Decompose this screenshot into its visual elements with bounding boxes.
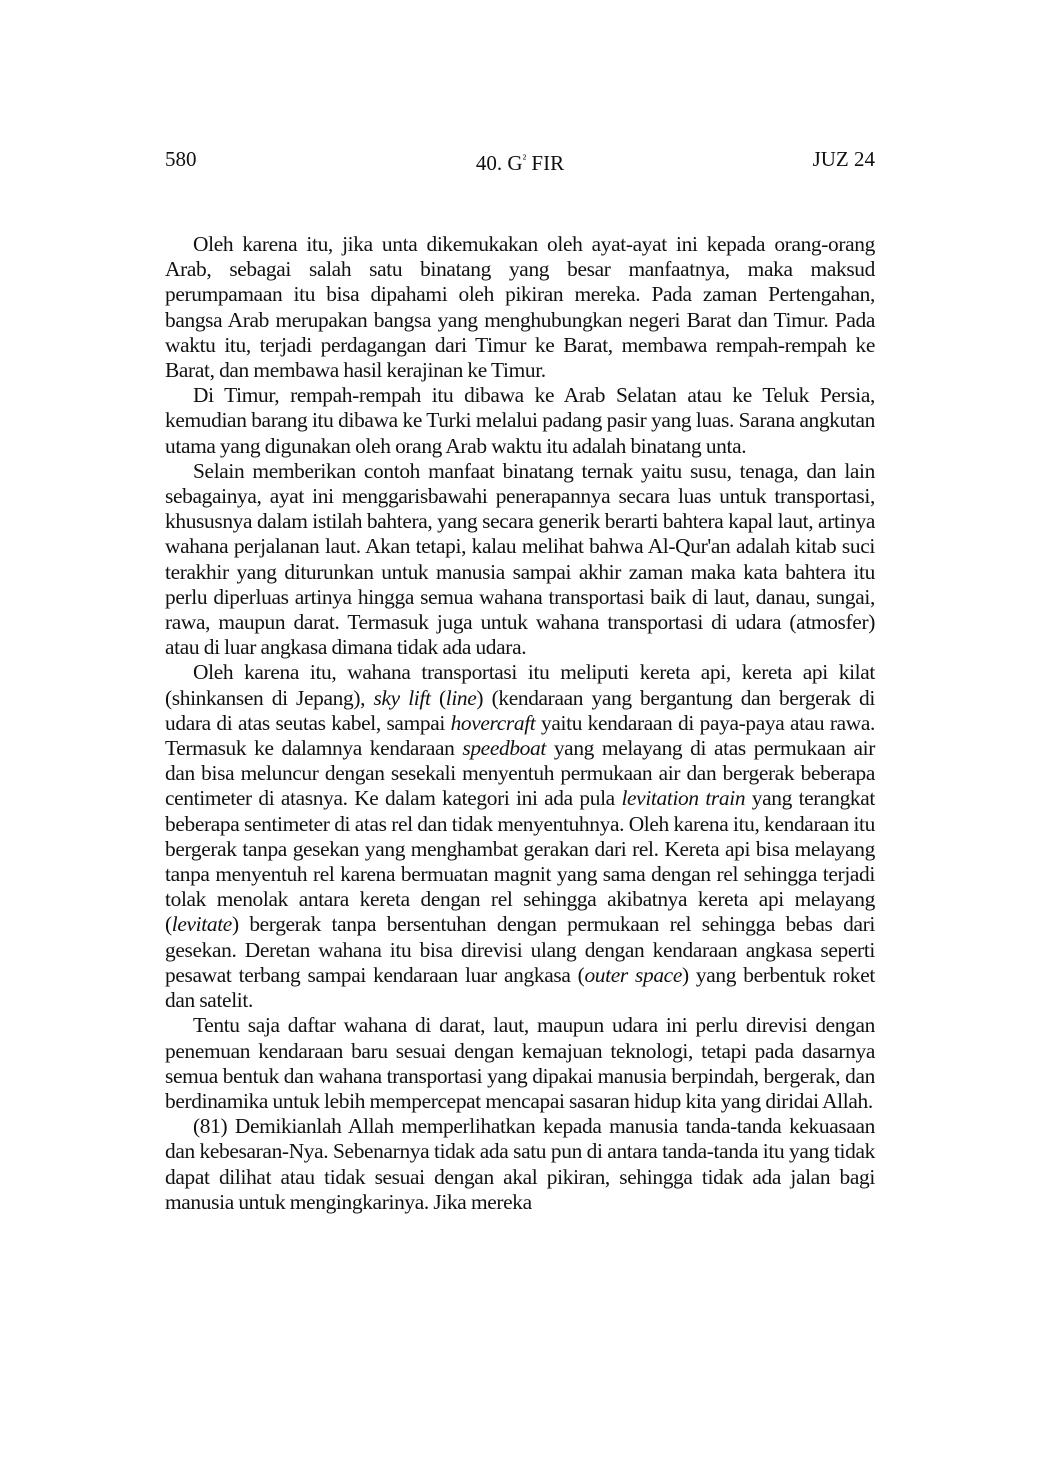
italic-term: line — [445, 685, 477, 710]
text-run: yang melayang di atas permukaan air dan bisa meluncur dengan sesekali menyentuh permukaan air dan bergerak beberapa centimeter di atasnya. Ke dalam kategori ini ada pula — [165, 736, 875, 811]
chapter-superscript: ² — [522, 152, 527, 166]
chapter-suffix: FIR — [526, 151, 565, 175]
paragraph — [165, 459, 875, 661]
text-run: Di Timur, rempah-rempah itu dibawa ke Arab Selatan atau ke Teluk Persia, kemudian barang itu dibawa ke Turki melalui padang pasir yang luas. Sarana angkutan utama yang digunakan oleh orang Arab waktu itu adalah binatang unta. — [165, 383, 875, 458]
text-run: ) bergerak tanpa bersentuhan dengan permukaan rel sehingga bebas dari gesekan. Deretan wahana itu bisa direvisi ulang dengan kendaraan angkasa seperti pesawat terbang sampai kendaraan luar angkasa ( — [165, 912, 875, 987]
chapter-prefix: 40. G — [475, 151, 523, 175]
chapter-title — [165, 146, 875, 176]
paragraph — [165, 660, 875, 1013]
text-run: ( — [430, 685, 446, 710]
paragraph — [165, 232, 875, 383]
italic-term: levitate — [171, 912, 232, 937]
text-run: Oleh karena itu, jika unta dikemukakan oleh ayat-ayat ini kepada orang-orang Arab, sebagai salah satu binatang yang besar manfaatnya, maka maksud perumpamaan itu bisa dipahami oleh pikiran mereka. Pada zaman Pertengahan, bangsa Arab merupakan bangsa yang menghubungkan negeri Barat dan Timur. Pada waktu itu, terjadi perdagangan dari Timur ke Barat, membawa rempah-rempah ke Barat, dan membawa hasil kerajinan ke Timur. — [165, 232, 875, 383]
paragraph — [165, 1114, 875, 1215]
text-run: (81) Demikianlah Allah memperlihatkan kepada manusia tanda-tanda kekuasaan dan kebesaran-Nya. Sebenarnya tidak ada satu pun di antara tanda-tanda itu yang tidak dapat dilihat atau tidak sesuai dengan akal pikiran, sehingga tidak ada jalan bagi manusia untuk mengingkarinya. Jika mereka — [165, 1114, 875, 1214]
text-run: Tentu saja daftar wahana di darat, laut, maupun udara ini perlu direvisi dengan penemuan kendaraan baru sesuai dengan kemajuan teknologi, tetapi pada dasarnya semua bentuk dan wahana transportasi yang dipakai manusia berpindah, bergerak, dan berdinamika untuk lebih mempercepat mencapai sasaran hidup kita yang diridai Allah. — [165, 1013, 875, 1113]
paragraph — [165, 1013, 875, 1114]
italic-term: levitation train — [621, 786, 746, 811]
italic-term: sky lift — [373, 685, 431, 710]
italic-term: outer space — [584, 962, 682, 987]
paragraph — [165, 383, 875, 459]
page-number: 580 — [165, 147, 197, 171]
text-run: Selain memberikan contoh manfaat binatang ternak yaitu susu, tenaga, dan lain sebagainya, ayat ini menggarisbawahi penerapannya secara luas untuk transportasi, khususnya dalam istilah bahtera, yang secara generik berarti bahtera kapal laut, artinya wahana perjalanan laut. Akan tetapi, kalau melihat bahwa Al-Qur'an adalah kitab suci terakhir yang diturunkan untuk manusia sampai akhir zaman maka kata bahtera itu perlu diperluas artinya hingga semua wahana transportasi baik di laut, danau, sungai, rawa, maupun darat. Termasuk juga untuk wahana transportasi di udara (atmosfer) atau di luar angkasa dimana tidak ada udara. — [165, 458, 875, 660]
juz-label: JUZ 24 — [812, 147, 875, 171]
text-run: yaitu kendaraan di paya-paya atau rawa. Termasuk ke dalamnya kendaraan — [165, 710, 875, 761]
text-run: ) yang berbentuk roket dan satelit. — [165, 962, 876, 1013]
text-run: yang terangkat beberapa sentimeter di atas rel dan tidak menyentuhnya. Oleh karena itu, kendaraan itu bergerak tanpa gesekan yang menghambat gerakan dari rel. Kereta api bisa melayang tanpa menyentuh rel karena bermuatan magnit yang sama dengan rel sehingga terjadi tolak menolak antara kereta dengan rel sehingga akibatnya kereta api melayang ( — [165, 786, 875, 937]
text-run: ) (kendaraan yang bergantung dan bergerak di udara di atas seutas kabel, sampai — [165, 685, 875, 735]
running-header — [165, 146, 875, 175]
page-body — [165, 232, 875, 1215]
italic-term: hovercraft — [450, 710, 536, 735]
italic-term: speedboat — [462, 736, 546, 761]
text-run: Oleh karena itu, wahana transportasi itu meliputi kereta api, kereta api kilat (shinkansen di Jepang), — [165, 660, 875, 710]
